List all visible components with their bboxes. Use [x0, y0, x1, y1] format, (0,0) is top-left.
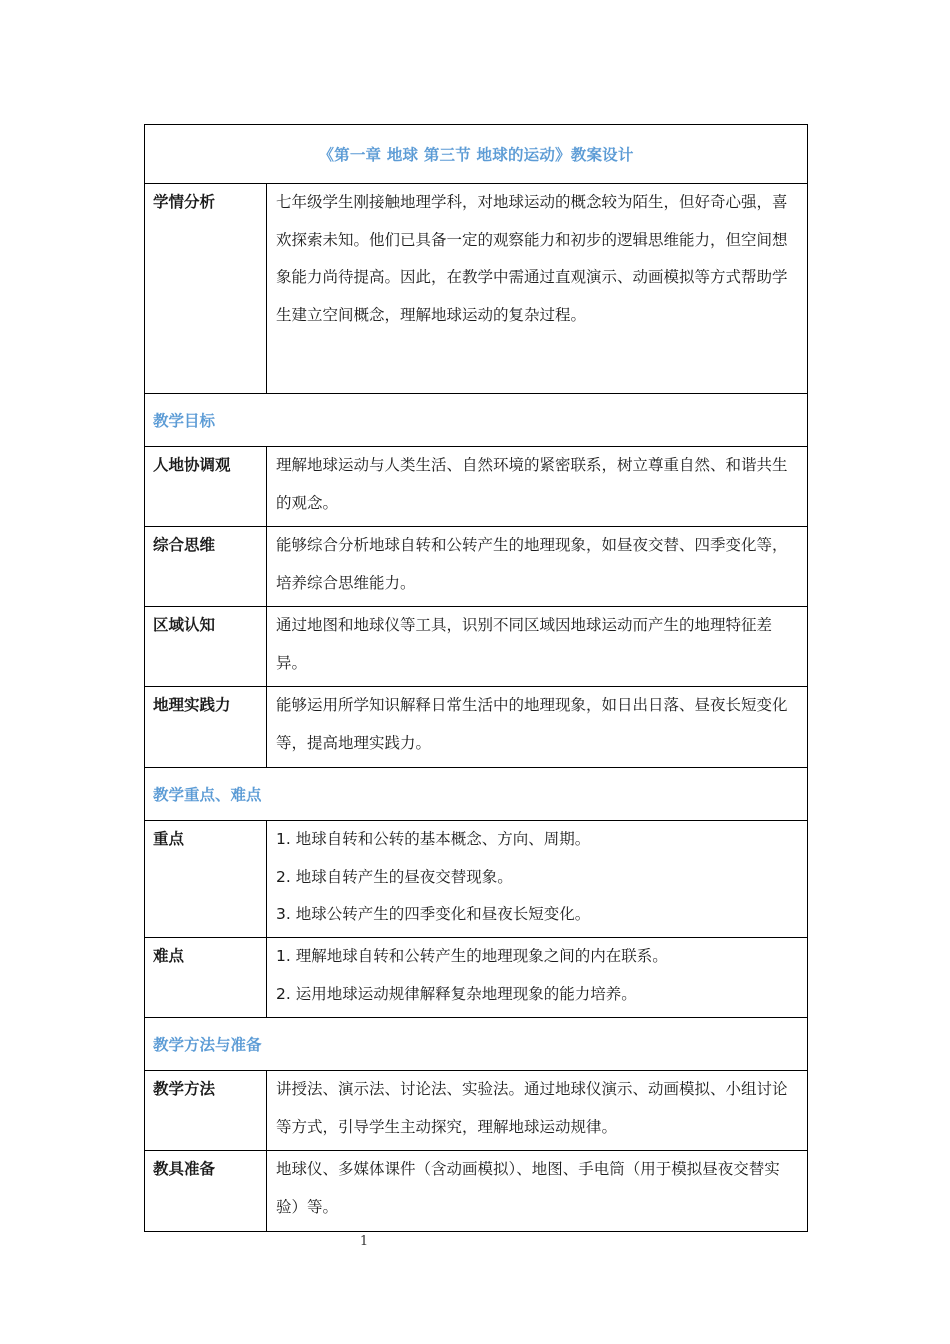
focus-item: 2. 地球自转产生的昼夜交替现象。: [276, 867, 513, 886]
objective-row: [145, 447, 808, 527]
focus-list: [267, 821, 808, 938]
methods-heading: 教学方法与准备: [145, 1018, 808, 1071]
materials-row: [145, 1151, 808, 1232]
objective-label: 地理实践力: [145, 687, 267, 768]
materials-label: 教具准备: [145, 1151, 267, 1232]
objective-row: [145, 687, 808, 768]
objectives-heading: 教学目标: [145, 394, 808, 447]
difficulty-list: [267, 938, 808, 1018]
objective-text: 能够综合分析地球自转和公转产生的地理现象，如昼夜交替、四季变化等，培养综合思维能力。: [267, 527, 808, 607]
focus-item: 3. 地球公转产生的四季变化和昼夜长短变化。: [276, 905, 591, 923]
learning-analysis-label: 学情分析: [145, 184, 267, 394]
difficulty-item: 1. 理解地球自转和公转产生的地理现象之间的内在联系。: [276, 947, 668, 965]
objective-row: [145, 527, 808, 607]
teaching-method-text: 讲授法、演示法、讨论法、实验法。通过地球仪演示、动画模拟、小组讨论等方式，引导学生主动探究，理解地球运动规律。: [267, 1071, 808, 1151]
difficulty-row: [145, 938, 808, 1018]
page-number: 1: [359, 1234, 369, 1249]
objective-row: [145, 607, 808, 687]
focus-row: [145, 821, 808, 938]
document-title: 《第一章 地球 第三节 地球的运动》教案设计: [145, 125, 808, 184]
title-row: [145, 125, 808, 184]
objective-text: 能够运用所学知识解释日常生活中的地理现象，如日出日落、昼夜长短变化等，提高地理实践力。: [267, 687, 808, 768]
objective-label: 人地协调观: [145, 447, 267, 527]
learning-analysis-row: [145, 184, 808, 394]
teaching-method-row: [145, 1071, 808, 1151]
objective-label: 区域认知: [145, 607, 267, 687]
focus-item: 1. 地球自转和公转的基本概念、方向、周期。: [276, 830, 591, 848]
focus-label: 重点: [145, 821, 267, 938]
key-points-heading: 教学重点、难点: [145, 768, 808, 821]
difficulty-item: 2. 运用地球运动规律解释复杂地理现象的能力培养。: [276, 984, 637, 1003]
materials-text: 地球仪、多媒体课件（含动画模拟）、地图、手电筒（用于模拟昼夜交替实验）等。: [267, 1151, 808, 1232]
lesson-plan-table: [144, 124, 808, 1232]
difficulty-label: 难点: [145, 938, 267, 1018]
key-points-heading-row: [145, 768, 808, 821]
learning-analysis-text: 七年级学生刚接触地理学科，对地球运动的概念较为陌生，但好奇心强，喜欢探索未知。他们已具备一定的观察能力和初步的逻辑思维能力，但空间想象能力尚待提高。因此，在教学中需通过直观演示、动画模拟等方式帮助学生建立空间概念，理解地球运动的复杂过程。: [267, 184, 808, 394]
teaching-method-label: 教学方法: [145, 1071, 267, 1151]
objective-text: 通过地图和地球仪等工具，识别不同区域因地球运动而产生的地理特征差异。: [267, 607, 808, 687]
objective-label: 综合思维: [145, 527, 267, 607]
objectives-heading-row: [145, 394, 808, 447]
methods-heading-row: [145, 1018, 808, 1071]
objective-text: 理解地球运动与人类生活、自然环境的紧密联系，树立尊重自然、和谐共生的观念。: [267, 447, 808, 527]
